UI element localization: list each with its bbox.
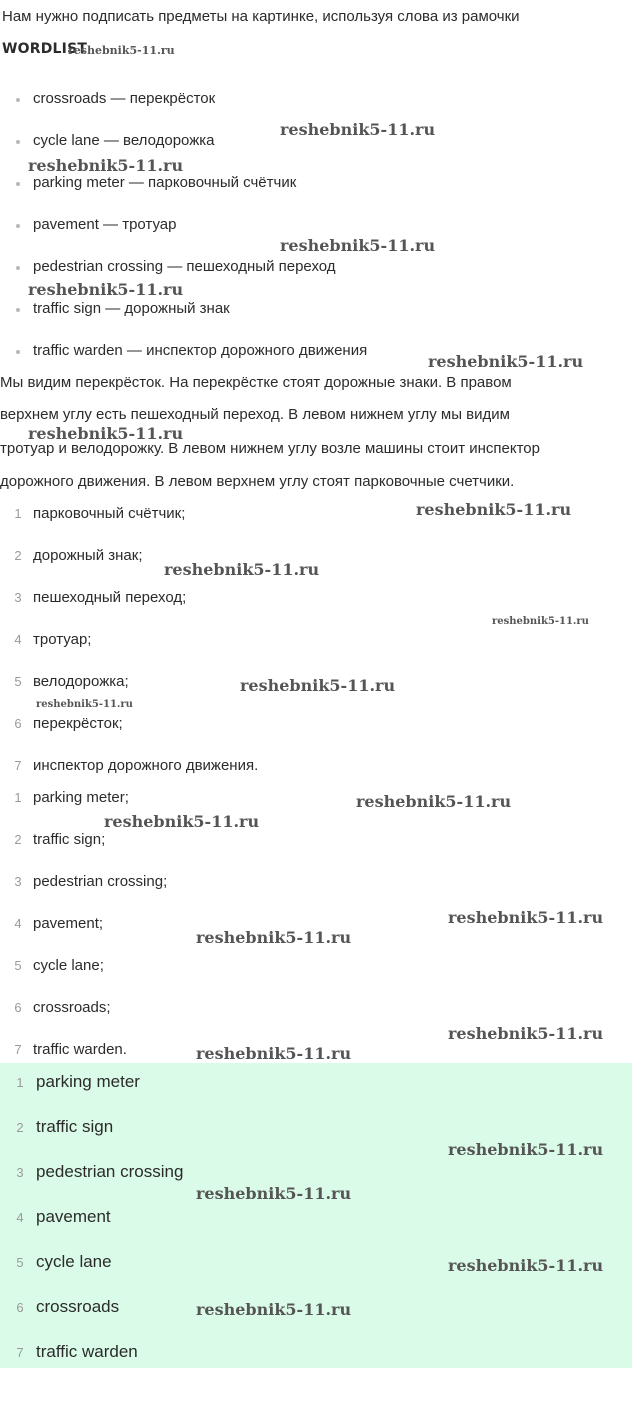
bullet-icon bbox=[16, 266, 20, 270]
list-number: 6 bbox=[14, 716, 22, 731]
list-item: parking meter; bbox=[33, 789, 129, 806]
list-number: 2 bbox=[16, 1120, 24, 1135]
watermark: reshebnik5-11.ru bbox=[448, 1140, 604, 1159]
list-item: перекрёсток; bbox=[33, 715, 123, 732]
list-item: crossroads — перекрёсток bbox=[33, 90, 216, 107]
paragraph-line: дорожного движения. В левом верхнем углу стоят парковочные счетчики. bbox=[0, 473, 515, 490]
watermark: reshebnik5-11.ru bbox=[492, 616, 589, 627]
list-item: pedestrian crossing — пешеходный переход bbox=[33, 258, 336, 275]
list-number: 1 bbox=[14, 790, 22, 805]
watermark: reshebnik5-11.ru bbox=[104, 812, 260, 831]
watermark: reshebnik5-11.ru bbox=[28, 156, 184, 175]
watermark: reshebnik5-11.ru bbox=[280, 120, 436, 139]
watermark: reshebnik5-11.ru bbox=[196, 1300, 352, 1319]
list-item: crossroads; bbox=[33, 999, 111, 1016]
list-number: 5 bbox=[14, 958, 22, 973]
list-number: 4 bbox=[14, 916, 22, 931]
answer-item: traffic warden bbox=[36, 1342, 138, 1361]
list-item: traffic warden. bbox=[33, 1041, 127, 1058]
bullet-icon bbox=[16, 224, 20, 228]
list-number: 3 bbox=[14, 590, 22, 605]
list-item: traffic warden — инспектор дорожного движения bbox=[33, 342, 368, 359]
list-item: парковочный счётчик; bbox=[33, 505, 186, 522]
list-item: traffic sign — дорожный знак bbox=[33, 300, 230, 317]
bullet-icon bbox=[16, 308, 20, 312]
list-item: pavement — тротуар bbox=[33, 216, 177, 233]
watermark: reshebnik5-11.ru bbox=[28, 424, 184, 443]
list-number: 3 bbox=[14, 874, 22, 889]
paragraph-line: верхнем углу есть пешеходный переход. В левом нижнем углу мы видим bbox=[0, 406, 510, 423]
watermark: reshebnik5-11.ru bbox=[448, 1024, 604, 1043]
list-item: traffic sign; bbox=[33, 831, 106, 848]
watermark: reshebnik5-11.ru bbox=[36, 699, 133, 710]
list-number: 7 bbox=[16, 1345, 24, 1360]
list-number: 2 bbox=[14, 832, 22, 847]
list-item: cycle lane; bbox=[33, 957, 104, 974]
watermark: reshebnik5-11.ru bbox=[416, 500, 572, 519]
answer-item: pedestrian crossing bbox=[36, 1162, 184, 1181]
watermark: reshebnik5-11.ru bbox=[280, 236, 436, 255]
list-number: 5 bbox=[14, 674, 22, 689]
list-number: 4 bbox=[16, 1210, 24, 1225]
bullet-icon bbox=[16, 98, 20, 102]
watermark: reshebnik5-11.ru bbox=[428, 352, 584, 371]
watermark: reshebnik5-11.ru bbox=[356, 792, 512, 811]
list-item: велодорожка; bbox=[33, 673, 129, 690]
answer-item: parking meter bbox=[36, 1072, 140, 1091]
list-item: pavement; bbox=[33, 915, 104, 932]
watermark: reshebnik5-11.ru bbox=[28, 280, 184, 299]
list-number: 1 bbox=[14, 506, 22, 521]
watermark: reshebnik5-11.ru bbox=[240, 676, 396, 695]
list-number: 4 bbox=[14, 632, 22, 647]
list-number: 2 bbox=[14, 548, 22, 563]
paragraph-line: тротуар и велодорожку. В левом нижнем углу возле машины стоит инспектор bbox=[0, 440, 540, 457]
watermark: reshebnik5-11.ru bbox=[196, 1044, 352, 1063]
list-item: инспектор дорожного движения. bbox=[33, 757, 259, 774]
list-item: пешеходный переход; bbox=[33, 589, 187, 606]
list-item: parking meter — парковочный счётчик bbox=[33, 174, 297, 191]
watermark: reshebnik5-11.ru bbox=[68, 44, 175, 57]
watermark: reshebnik5-11.ru bbox=[164, 560, 320, 579]
bullet-icon bbox=[16, 182, 20, 186]
list-item: cycle lane — велодорожка bbox=[33, 132, 215, 149]
list-number: 1 bbox=[16, 1075, 24, 1090]
wordlist-title: WORDLIST bbox=[2, 41, 88, 57]
answer-item: cycle lane bbox=[36, 1252, 112, 1271]
list-number: 7 bbox=[14, 1042, 22, 1057]
answer-block bbox=[0, 1063, 632, 1368]
list-item: тротуар; bbox=[33, 631, 92, 648]
watermark: reshebnik5-11.ru bbox=[196, 928, 352, 947]
watermark: reshebnik5-11.ru bbox=[448, 1256, 604, 1275]
answer-item: pavement bbox=[36, 1207, 111, 1226]
list-number: 6 bbox=[16, 1300, 24, 1315]
paragraph-line: Мы видим перекрёсток. На перекрёстке стоят дорожные знаки. В правом bbox=[0, 374, 512, 391]
bullet-icon bbox=[16, 140, 20, 144]
bullet-icon bbox=[16, 350, 20, 354]
watermark: reshebnik5-11.ru bbox=[448, 908, 604, 927]
list-number: 6 bbox=[14, 1000, 22, 1015]
list-item: pedestrian crossing; bbox=[33, 873, 168, 890]
list-number: 7 bbox=[14, 758, 22, 773]
watermark: reshebnik5-11.ru bbox=[196, 1184, 352, 1203]
list-number: 3 bbox=[16, 1165, 24, 1180]
answer-item: crossroads bbox=[36, 1297, 120, 1316]
list-item: дорожный знак; bbox=[33, 547, 143, 564]
answer-item: traffic sign bbox=[36, 1117, 114, 1136]
list-number: 5 bbox=[16, 1255, 24, 1270]
intro-text: Нам нужно подписать предметы на картинке, используя слова из рамочки bbox=[2, 8, 520, 25]
